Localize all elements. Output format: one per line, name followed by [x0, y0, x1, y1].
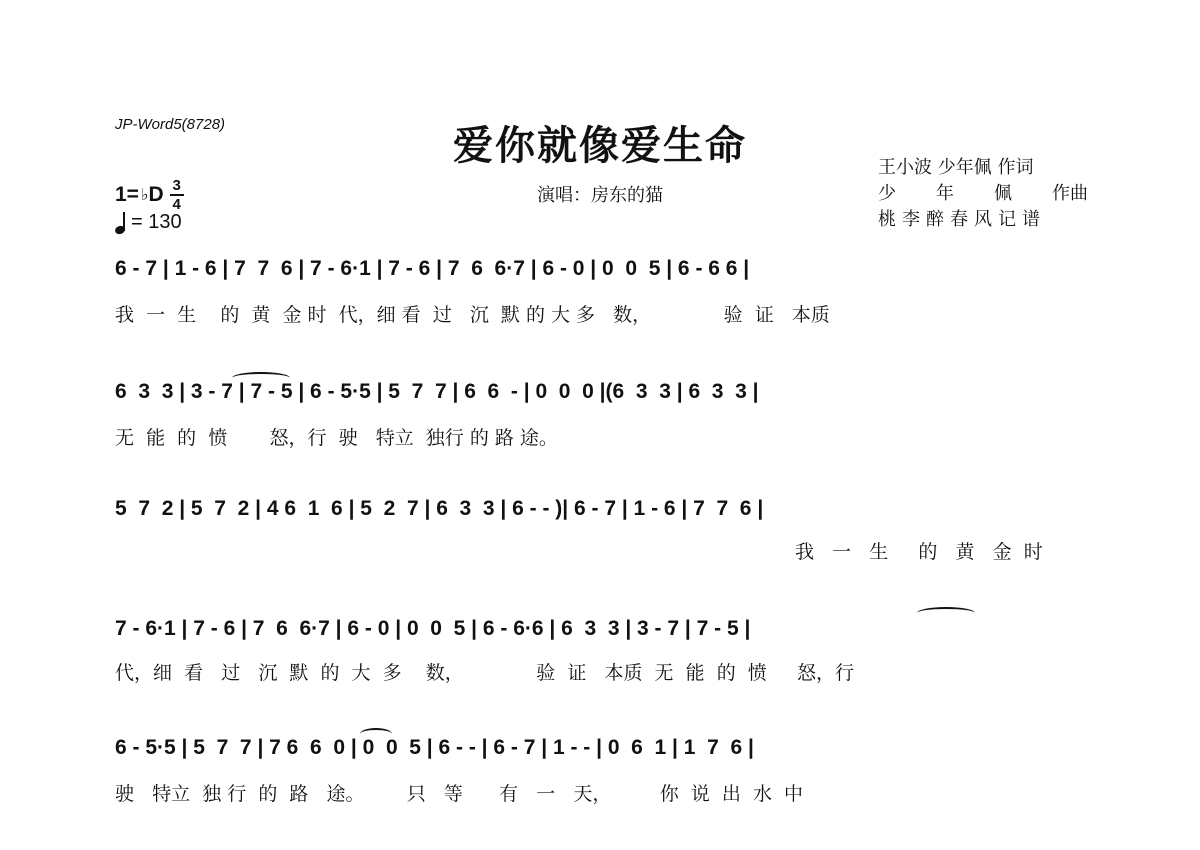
lyricist-credit: [878, 155, 1088, 181]
lyrics-line-5: 驶 特立 独 行 的 路 途。 只 等 有 一 天， 你 说 出 水 中: [115, 783, 804, 805]
software-tag: JP-Word5(8728): [115, 116, 226, 133]
flat-icon: ♭: [140, 187, 149, 204]
notation-system-5: 6 - 5·5 | 5 7 7 | 7 6 6 0 | 0 0 5 | 6 - - | 6 - 7 | 1 - - | 0 6 1 | 1 7 6 |: [115, 736, 754, 759]
lyrics-line-1: 我 一 生 的 黄 金 时 代，细 看 过 沉 默 的 大 多 数， 验 证 本质: [115, 304, 830, 326]
lyrics-line-2: 无 能 的 愤 怒，行 驶 特立 独行 的 路 途。: [115, 427, 558, 449]
key-note: D: [148, 183, 164, 206]
slur-mark: [360, 728, 392, 740]
slur-mark: [232, 372, 290, 384]
key-label: 1=: [115, 183, 139, 206]
credits: [878, 155, 1088, 233]
quarter-note-icon: [115, 212, 125, 234]
key-signature: [115, 178, 184, 212]
singer-line: 演唱：房东的猫: [537, 185, 663, 206]
composer-char-3: 佩: [994, 183, 1012, 204]
notation-system-2: 6 3 3 | 3 - 7 | 7 - 5 | 6 - 5·5 | 5 7 7 | 6 6 - | 0 0 0 |(6 3 3 | 6 3 3 |: [115, 380, 759, 403]
time-signature: [170, 178, 184, 212]
composer-char-4: 作曲: [1052, 183, 1088, 204]
notation-system-1: 6 - 7 | 1 - 6 | 7 7 6 | 7 - 6·1 | 7 - 6 | 7 6 6·7 | 6 - 0 | 0 0 5 | 6 - 6 6 |: [115, 257, 750, 280]
lyrics-line-3: 我 一 生 的 黄 金 时: [795, 541, 1043, 563]
notation-system-3: 5 7 2 | 5 7 2 | 4 6 1 6 | 5 2 7 | 6 3 3 | 6 - - )| 6 - 7 | 1 - 6 | 7 7 6 |: [115, 497, 764, 520]
transcriber-text: 桃李醉春风记谱: [878, 209, 1046, 230]
transcriber-credit: [878, 207, 1088, 233]
tempo-marking: [115, 211, 182, 234]
song-title: 爱你就像爱生命: [453, 122, 747, 169]
composer-char-1: 少: [878, 183, 896, 204]
lyricist-text: 王小波 少年佩 作词: [878, 157, 1034, 178]
time-numerator: 3: [172, 177, 181, 194]
composer-char-2: 年: [936, 183, 954, 204]
lyrics-line-4: 代，细 看 过 沉 默 的 大 多 数， 验 证 本质 无 能 的 愤 怒，行: [115, 662, 854, 684]
time-denominator: 4: [172, 196, 181, 213]
slur-mark: [917, 607, 975, 619]
notation-system-4: 7 - 6·1 | 7 - 6 | 7 6 6·7 | 6 - 0 | 0 0 5 | 6 - 6·6 | 6 3 3 | 3 - 7 | 7 - 5 |: [115, 617, 751, 640]
composer-credit: [878, 181, 1088, 207]
tempo-value: = 130: [131, 211, 182, 233]
